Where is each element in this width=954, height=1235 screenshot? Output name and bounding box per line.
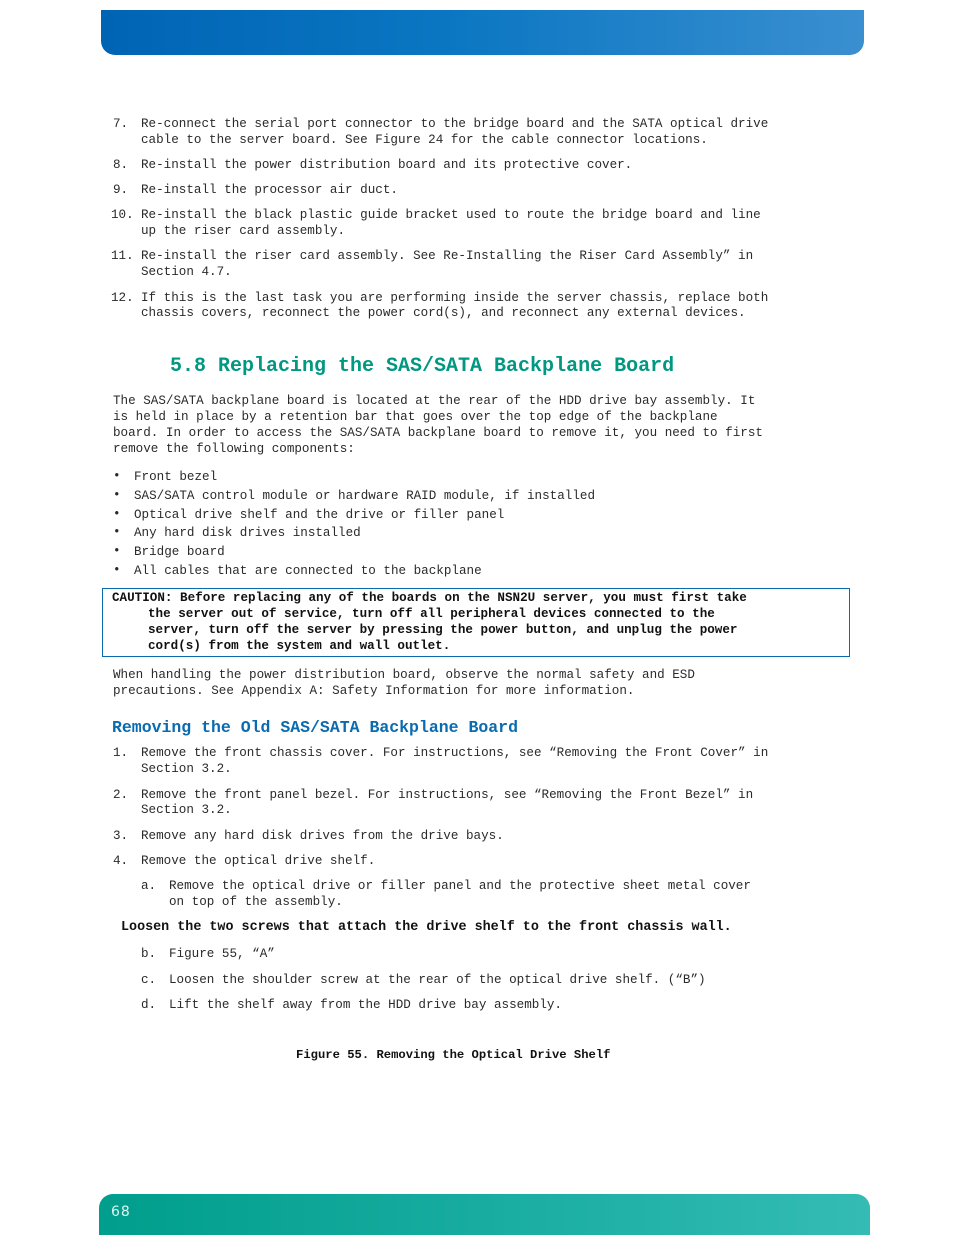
bullet-icon: • (113, 507, 121, 521)
bullet-icon: • (113, 469, 121, 483)
list-item-text: Remove any hard disk drives from the drive bays. (141, 829, 504, 843)
header-banner (101, 10, 864, 55)
list-item-number: 4. (113, 854, 129, 868)
list-item-text: Re-install the riser card assembly. See Re-Installing the Riser Card Assembly” in (141, 249, 754, 263)
list-item-number: 11. (111, 249, 134, 263)
caution-text: CAUTION: Before replacing any of the boards on the NSN2U server, you must first take (112, 591, 747, 605)
figure-caption: Figure 55. Removing the Optical Drive Shelf (296, 1048, 611, 1062)
caution-text: server, turn off the server by pressing the power button, and unplug the power (148, 623, 738, 637)
list-item-text: Figure 55, “A” (169, 947, 275, 961)
bullet-icon: • (113, 563, 121, 577)
list-item: SAS/SATA control module or hardware RAID module, if installed (134, 489, 596, 503)
list-item-number: 7. (113, 117, 129, 131)
list-item: Bridge board (134, 545, 225, 559)
bold-instruction: Loosen the two screws that attach the drive shelf to the front chassis wall. (121, 920, 732, 935)
list-item-text: Re-install the processor air duct. (141, 183, 398, 197)
subsection-title: Removing the Old SAS/SATA Backplane Board (112, 718, 518, 737)
paragraph-line: When handling the power distribution board, observe the normal safety and ESD (113, 668, 695, 682)
caution-text: cord(s) from the system and wall outlet. (148, 639, 451, 653)
list-item-number: b. (141, 947, 157, 961)
list-item-text: Section 3.2. (141, 762, 232, 776)
paragraph-line: remove the following components: (113, 442, 355, 456)
bullet-icon: • (113, 525, 121, 539)
list-item: Optical drive shelf and the drive or filler panel (134, 508, 505, 522)
list-item-text: up the riser card assembly. (141, 224, 346, 238)
list-item-text: Loosen the shoulder screw at the rear of the optical drive shelf. (“B”) (169, 973, 706, 987)
paragraph-line: board. In order to access the SAS/SATA backplane board to remove it, you need to first (113, 426, 763, 440)
list-item-number: 3. (113, 829, 129, 843)
list-item-text: cable to the server board. See Figure 24 for the cable connector locations. (141, 133, 708, 147)
bullet-icon: • (113, 488, 121, 502)
list-item-number: a. (141, 879, 157, 893)
list-item-number: 2. (113, 788, 129, 802)
page-number: 68 (111, 1204, 131, 1220)
list-item-number: c. (141, 973, 157, 987)
list-item-text: on top of the assembly. (169, 895, 343, 909)
list-item-number: 8. (113, 158, 129, 172)
paragraph-line: The SAS/SATA backplane board is located at the rear of the HDD drive bay assembly. It (113, 394, 756, 408)
list-item-text: Re-connect the serial port connector to the bridge board and the SATA optical drive (141, 117, 769, 131)
paragraph-line: precautions. See Appendix A: Safety Information for more information. (113, 684, 635, 698)
list-item-number: 12. (111, 291, 134, 305)
list-item-text: chassis covers, reconnect the power cord(s), and reconnect any external devices. (141, 306, 746, 320)
list-item-number: 10. (111, 208, 134, 222)
list-item-number: d. (141, 998, 157, 1012)
bullet-icon: • (113, 544, 121, 558)
list-item-text: Remove the optical drive or filler panel and the protective sheet metal cover (169, 879, 751, 893)
list-item: All cables that are connected to the backplane (134, 564, 482, 578)
list-item: Front bezel (134, 470, 218, 484)
list-item-text: Remove the front panel bezel. For instructions, see “Removing the Front Bezel” in (141, 788, 754, 802)
list-item-number: 9. (113, 183, 129, 197)
footer-banner (99, 1194, 870, 1235)
list-item-text: Lift the shelf away from the HDD drive bay assembly. (169, 998, 562, 1012)
paragraph-line: is held in place by a retention bar that goes over the top edge of the backplane (113, 410, 718, 424)
list-item-text: Section 3.2. (141, 803, 232, 817)
caution-text: the server out of service, turn off all peripheral devices connected to the (148, 607, 715, 621)
list-item-text: Section 4.7. (141, 265, 232, 279)
list-item-text: Re-install the power distribution board and its protective cover. (141, 158, 633, 172)
list-item-number: 1. (113, 746, 129, 760)
list-item-text: Re-install the black plastic guide bracket used to route the bridge board and line (141, 208, 761, 222)
list-item-text: Remove the front chassis cover. For instructions, see “Removing the Front Cover” in (141, 746, 769, 760)
list-item-text: Remove the optical drive shelf. (141, 854, 376, 868)
section-title: 5.8 Replacing the SAS/SATA Backplane Board (170, 355, 675, 378)
list-item-text: If this is the last task you are performing inside the server chassis, replace both (141, 291, 769, 305)
list-item: Any hard disk drives installed (134, 526, 361, 540)
